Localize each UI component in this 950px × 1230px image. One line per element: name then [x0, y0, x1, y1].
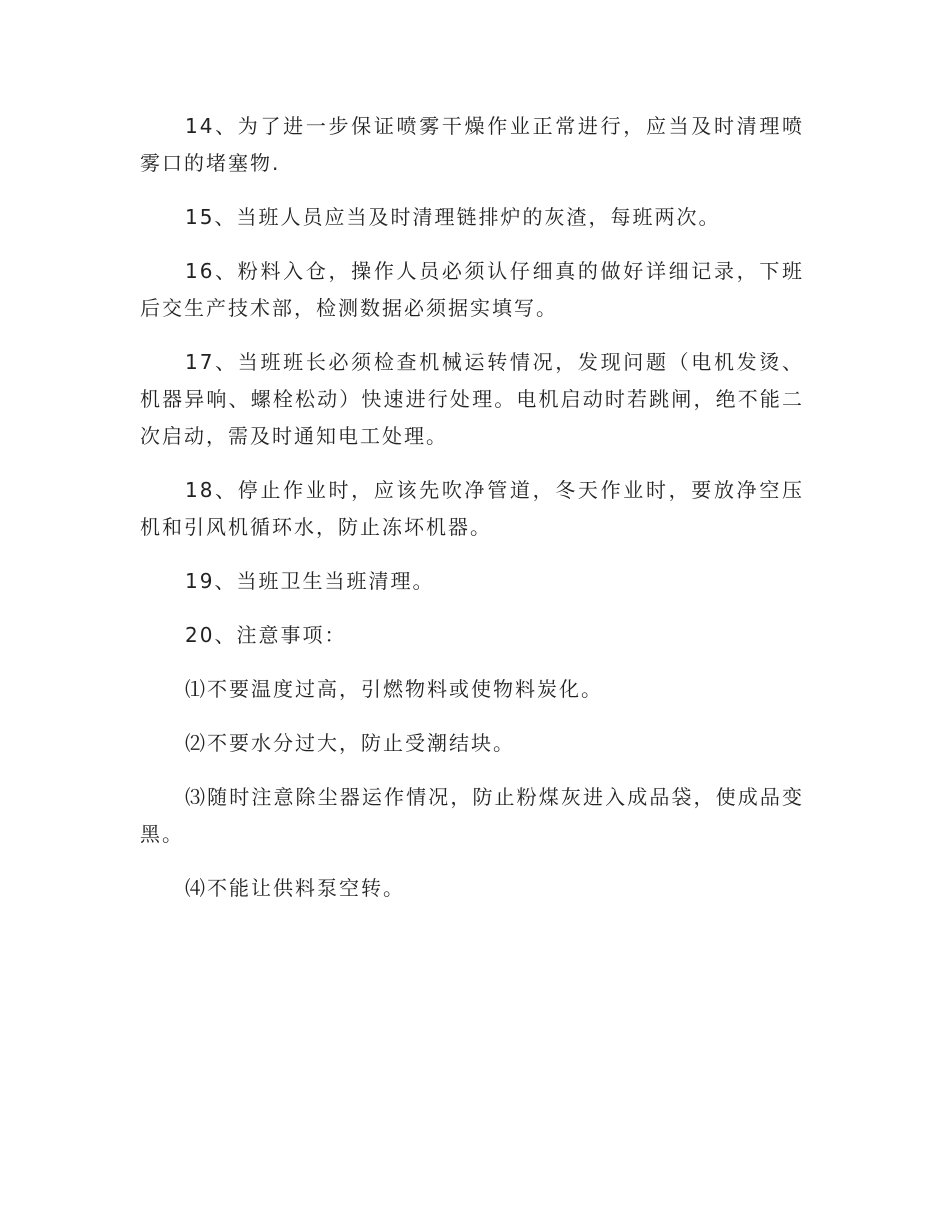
paragraph-item-15: 15、当班人员应当及时清理链排炉的灰渣，每班两次。	[185, 205, 721, 229]
note-item-4: ⑷不能让供料泵空转。	[185, 876, 405, 900]
paragraph-item-20: 20、注意事项：	[185, 623, 347, 647]
paragraph-item-14: 14、为了进一步保证喷雾干燥作业正常进行，应当及时清理喷雾口的堵塞物.	[140, 114, 804, 175]
note-item-3: ⑶随时注意除尘器运作情况，防止粉煤灰进入成品袋，使成品变黑。	[140, 785, 804, 846]
paragraph-item-18: 18、停止作业时，应该先吹净管道，冬天作业时，要放净空压机和引风机循环水，防止冻坏机器。	[140, 478, 804, 539]
paragraph-item-16: 16、粉料入仓，操作人员必须认仔细真的做好详细记录，下班后交生产技术部，检测数据必须据实填写。	[140, 259, 804, 320]
document-body	[140, 108, 804, 924]
note-item-1: ⑴不要温度过高，引燃物料或使物料炭化。	[185, 677, 603, 701]
paragraph-item-17: 17、当班班长必须检查机械运转情况，发现问题（电机发烫、机器异响、螺栓松动）快速进行处理。电机启动时若跳闸，绝不能二次启动，需及时通知电工处理。	[140, 350, 804, 448]
note-item-2: ⑵不要水分过大，防止受潮结块。	[185, 731, 515, 755]
paragraph-item-19: 19、当班卫生当班清理。	[185, 569, 435, 593]
